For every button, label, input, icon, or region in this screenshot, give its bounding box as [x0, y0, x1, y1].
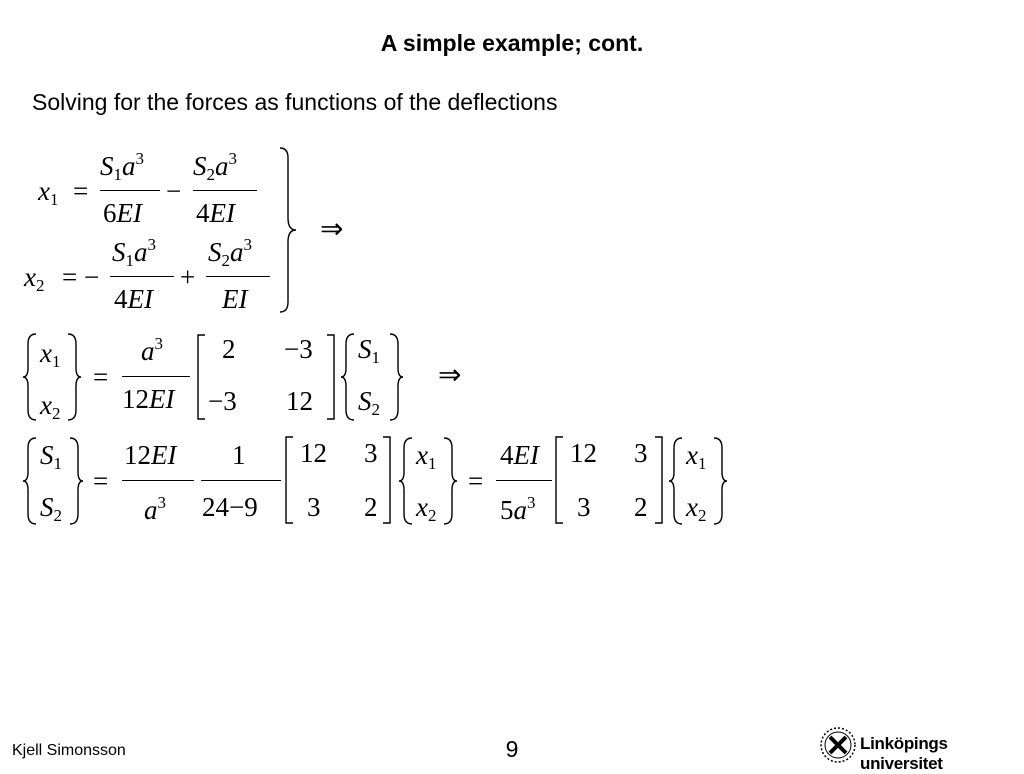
university-seal-icon	[818, 724, 858, 766]
author-name: Kjell Simonsson	[12, 742, 126, 759]
eq4-y-top: $x_1$	[686, 440, 707, 473]
right-curly-brace	[278, 146, 298, 314]
eq4-left-brace-close	[68, 436, 84, 526]
eq4-n21: 3	[577, 492, 591, 522]
eq1-t1-num: $S_1a^3$	[100, 149, 144, 184]
eq4-x-brace-open	[398, 436, 414, 526]
eq2-t1-den: 4EI	[114, 284, 153, 314]
slide-title: A simple example; cont.	[380, 30, 644, 56]
eq3-rhs-bot: $S_2$	[358, 386, 380, 419]
eq2-t2-num: $S_2a^3$	[208, 235, 252, 270]
eq1-t1-fraction-bar	[100, 190, 160, 191]
eq2-t1-num: $S_1a^3$	[112, 235, 156, 270]
eq4-y-brace-close	[712, 436, 728, 526]
eq4-equals-2: =	[468, 466, 484, 496]
eq4-m12: 3	[364, 438, 378, 468]
eq4-y-bot: $x_2$	[686, 492, 707, 525]
eq4-f1-num: 12EI	[124, 440, 177, 470]
eq3-fraction-bar	[122, 376, 190, 377]
eq4-matrix1-bracket-right	[382, 436, 392, 524]
implies-arrow-2: ⇒	[438, 360, 462, 391]
university-name: Linköpings universitet	[860, 734, 948, 773]
eq2-equals-minus: = −	[62, 262, 100, 292]
eq3-rhs-brace-close	[388, 332, 404, 422]
eq3-m12: −3	[284, 334, 313, 364]
eq3-rhs-brace-open	[340, 332, 356, 422]
eq2-lhs: $x_2$	[24, 262, 45, 295]
page-number: 9	[505, 736, 519, 762]
eq3-equals: =	[93, 362, 109, 392]
eq1-t2-fraction-bar	[193, 190, 257, 191]
eq4-x-brace-close	[442, 436, 458, 526]
eq3-vec-bot: $x_2$	[40, 390, 61, 423]
eq4-f3-num: 4EI	[500, 440, 539, 470]
eq3-m21: −3	[208, 386, 237, 416]
eq4-n12: 3	[634, 438, 648, 468]
eq4-f3-fraction-bar	[496, 480, 552, 481]
eq3-matrix-bracket-right	[326, 334, 336, 420]
eq1-minus: −	[166, 176, 182, 206]
eq3-rhs-top: $S_1$	[358, 334, 380, 367]
eq2-t2-fraction-bar	[206, 276, 270, 277]
eq2-t2-den: EI	[222, 284, 248, 314]
eq1-lhs: $x_1$	[38, 176, 59, 209]
eq3-frac-den: 12EI	[122, 384, 175, 414]
university-logo	[818, 724, 1018, 773]
eq3-matrix-bracket-left	[196, 334, 206, 420]
eq4-matrix1-bracket-left	[284, 436, 294, 524]
eq4-n22: 2	[634, 492, 648, 522]
eq4-m11: 12	[300, 438, 327, 468]
eq4-vec-top: $S_1$	[40, 440, 62, 473]
eq1-t1-den: 6EI	[103, 198, 142, 228]
eq4-left-brace-open	[22, 436, 38, 526]
eq3-left-brace-open	[22, 332, 38, 422]
eq1-t2-den: 4EI	[196, 198, 235, 228]
eq4-m22: 2	[364, 492, 378, 522]
eq4-f2-fraction-bar	[201, 480, 281, 481]
eq3-left-brace-close	[66, 332, 82, 422]
eq4-y-brace-open	[668, 436, 684, 526]
eq4-f2-den: 24−9	[202, 492, 258, 522]
eq1-t2-num: $S_2a^3$	[193, 149, 237, 184]
eq2-t1-fraction-bar	[110, 276, 174, 277]
eq4-f1-den: $a^3$	[144, 493, 166, 525]
eq2-plus: +	[180, 262, 196, 292]
eq4-equals: =	[93, 466, 109, 496]
eq3-frac-num: $a^3$	[141, 334, 163, 366]
eq3-m22: 12	[286, 386, 313, 416]
intro-text: Solving for the forces as functions of the deflections	[32, 89, 558, 115]
eq4-f2-num: 1	[232, 440, 246, 470]
eq1-equals: =	[73, 176, 89, 206]
eq4-f1-fraction-bar	[122, 480, 194, 481]
eq4-n11: 12	[570, 438, 597, 468]
eq4-x-top: $x_1$	[416, 440, 437, 473]
eq4-matrix2-bracket-right	[654, 436, 664, 524]
eq4-m21: 3	[307, 492, 321, 522]
eq3-m11: 2	[222, 334, 236, 364]
implies-arrow-1: ⇒	[320, 214, 344, 245]
eq4-matrix2-bracket-left	[554, 436, 564, 524]
eq4-vec-bot: $S_2$	[40, 492, 62, 525]
eq4-f3-den: $5a^3$	[500, 493, 536, 525]
eq3-vec-top: $x_1$	[40, 338, 61, 371]
eq4-x-bot: $x_2$	[416, 492, 437, 525]
